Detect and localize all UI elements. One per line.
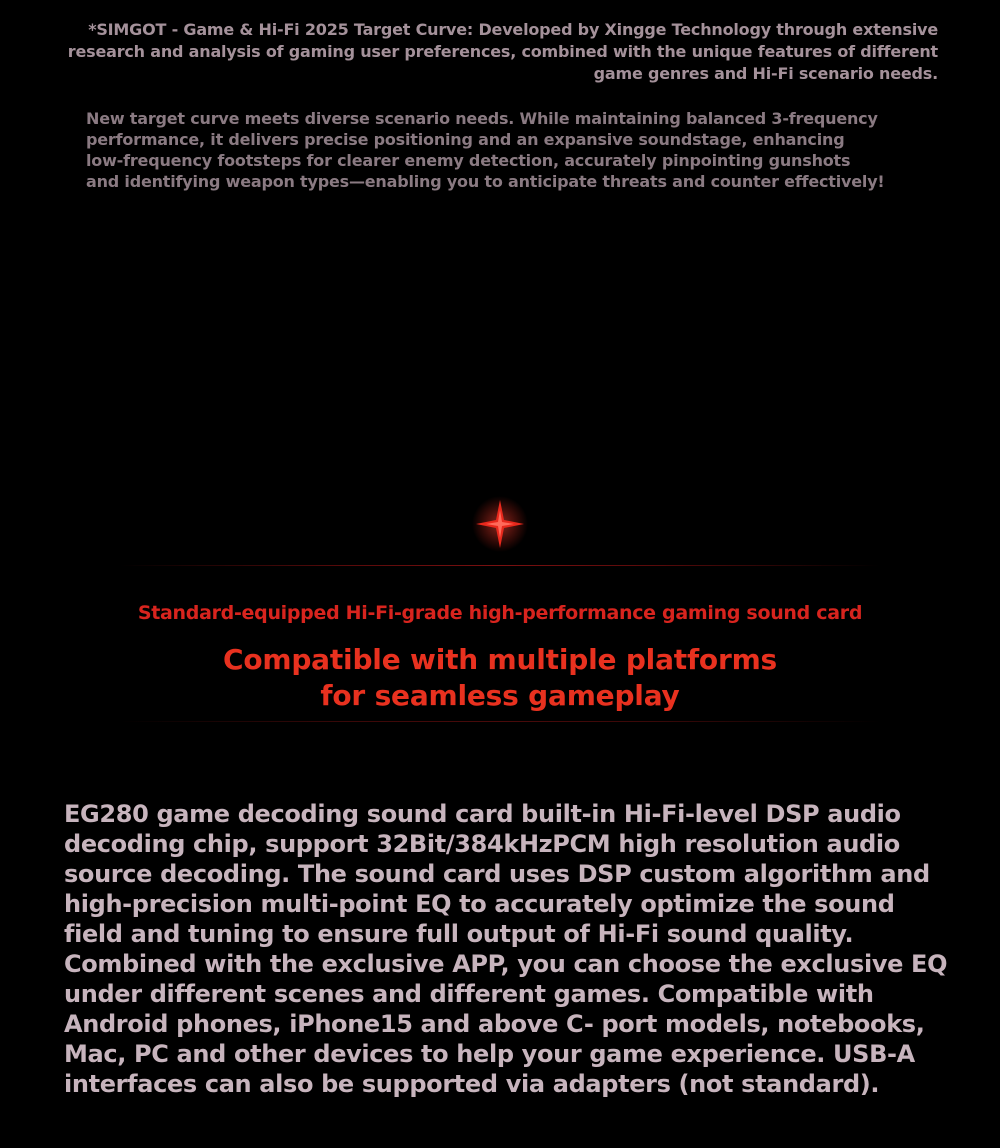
target-curve-note: *SIMGOT - Game & Hi-Fi 2025 Target Curve: Developed by Xingge Technology through extensive research and analysis of gaming user preferences, combined with the unique features of different game genres and Hi-Fi scenario needs.: [67, 20, 938, 83]
feature-heading-line-2: for seamless gameplay: [320, 679, 680, 712]
target-curve-intro: New target curve meets diverse scenario needs. While maintaining balanced 3-frequency performance, it delivers precise positioning and an expansive soundstage, enhancing low-frequency footsteps for clearer enemy detection, accurately pinpointing gunshots and identifying weapon types—enabling you to anticipate threats and counter effectively!: [86, 109, 885, 191]
feature-subheading: Standard-equipped Hi-Fi-grade high-performance gaming sound card: [137, 602, 863, 624]
feature-heading: [0, 642, 1000, 714]
feature-heading-line-1: Compatible with multiple platforms: [222, 643, 778, 676]
red-star-sparkle-icon: [470, 494, 530, 554]
divider-bottom: [120, 721, 880, 722]
divider-top: [120, 565, 880, 566]
product-description: EG280 game decoding sound card built-in Hi-Fi-level DSP audio decoding chip, support 32Bit/384kHzPCM high resolution audio source decoding. The sound card uses DSP custom algorithm and high-precision multi-point EQ to accurately optimize the sound field and tuning to ensure full output of Hi-Fi sound quality. Combined with the exclusive APP, you can choose the exclusive EQ under different scenes and different games. Compatible with Android phones, iPhone15 and above C- port models, notebooks, Mac, PC and other devices to help your game experience. USB-A interfaces can also be supported via adapters (not standard).: [64, 800, 948, 1098]
